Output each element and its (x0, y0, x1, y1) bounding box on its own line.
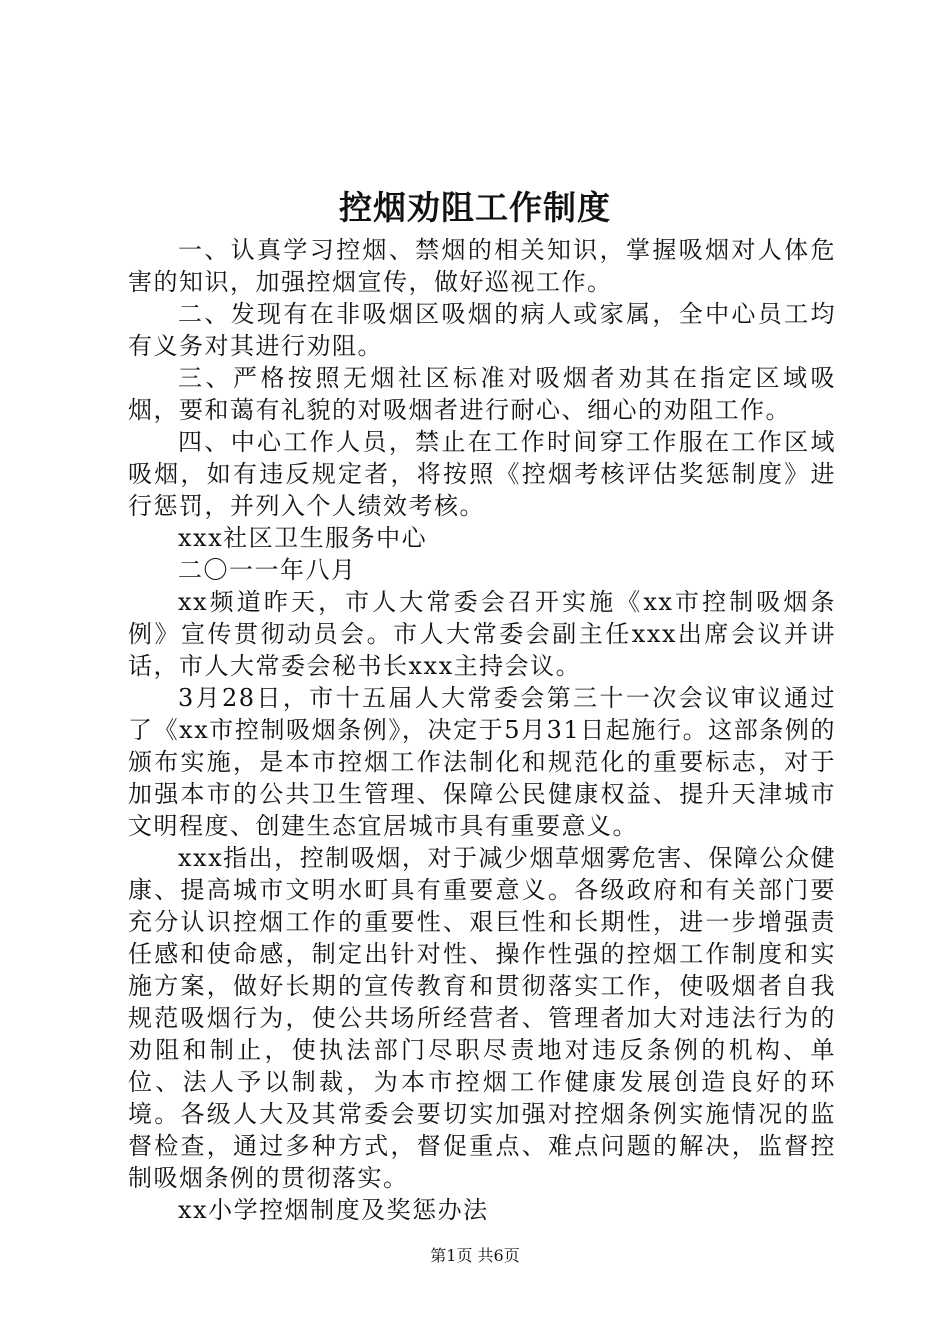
paragraph-news-2: 3月28日，市十五届人大常委会第三十一次会议审议通过了《xx市控制吸烟条例》，决定于5月31日起施行。这部条例的颁布实施，是本市控烟工作法制化和规范化的重要标志，对于加强本市的公共卫生管理、保障公民健康权益、提升天津城市文明程度、创建生态宜居城市具有重要意义。 (128, 684, 836, 840)
paragraph-2: 二、发现有在非吸烟区吸烟的病人或家属，全中心员工均有义务对其进行劝阻。 (128, 300, 836, 360)
paragraph-1: 一、认真学习控烟、禁烟的相关知识，掌握吸烟对人体危害的知识，加强控烟宣传，做好巡视工作。 (128, 236, 836, 296)
document-body (128, 234, 836, 1226)
page-footer: 第1页 共6页 (430, 1246, 520, 1265)
paragraph-news-1: xx频道昨天，市人大常委会召开实施《xx市控制吸烟条例》宣传贯彻动员会。市人大常委会副主任xxx出席会议并讲话，市人大常委会秘书长xxx主持会议。 (128, 588, 836, 680)
section-heading: xx小学控烟制度及奖惩办法 (178, 1196, 489, 1224)
paragraph-3: 三、严格按照无烟社区标准对吸烟者劝其在指定区域吸烟，要和蔼有礼貌的对吸烟者进行耐心、细心的劝阻工作。 (128, 364, 836, 424)
document-title: 控烟劝阻工作制度 (339, 188, 611, 227)
paragraph-4: 四、中心工作人员，禁止在工作时间穿工作服在工作区域吸烟，如有违反规定者，将按照《控烟考核评估奖惩制度》进行惩罚，并列入个人绩效考核。 (128, 428, 836, 520)
paragraph-news-3: xxx指出，控制吸烟，对于减少烟草烟雾危害、保障公众健康、提高城市文明水町具有重要意义。各级政府和有关部门要充分认识控烟工作的重要性、艰巨性和长期性，进一步增强责任感和使命感，制定出针对性、操作性强的控烟工作制度和实施方案，做好长期的宣传教育和贯彻落实工作，使吸烟者自我规范吸烟行为，使公共场所经营者、管理者加大对违法行为的劝阻和制止，使执法部门尽职尽责地对违反条例的机构、单位、法人予以制裁，为本市控烟工作健康发展创造良好的环境。各级人大及其常委会要切实加强对控烟条例实施情况的监督检查，通过多种方式，督促重点、难点问题的解决，监督控制吸烟条例的贯彻落实。 (128, 844, 836, 1192)
signature-organization: xxx社区卫生服务中心 (178, 524, 428, 552)
signature-date: 二〇一一年八月 (178, 556, 357, 584)
